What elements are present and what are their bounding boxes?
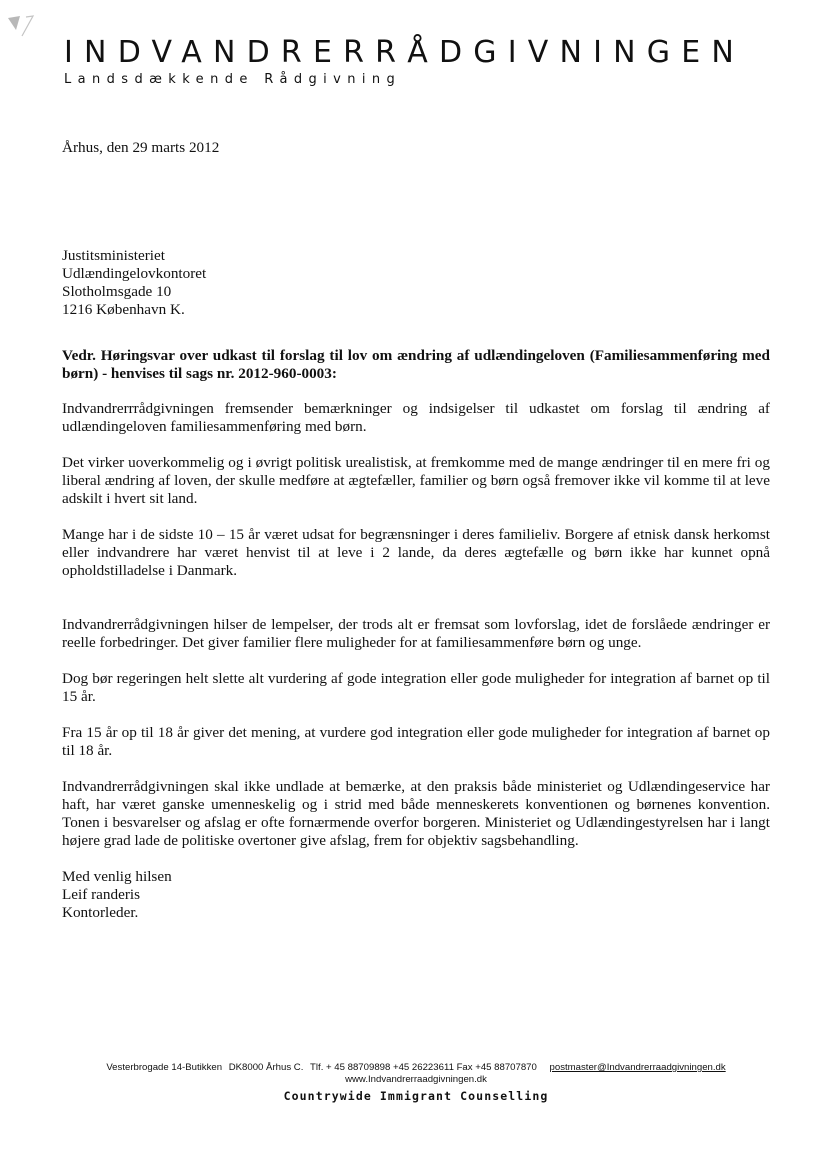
signature-closing: Med venlig hilsen	[62, 868, 172, 885]
footer-address: Vesterbrogade 14-Butikken	[106, 1062, 223, 1073]
letter-subject: Vedr. Høringsvar over udkast til forslag til lov om ændring af udlændingeloven (Familiesammenføring med børn) - henvises til sags nr. 2012-960-0003:	[62, 347, 770, 382]
body-paragraph: Det virker uoverkommelig og i øvrigt politisk urealistisk, at fremkomme med de mange ændringer til en mere fri og liberal ændring af loven, der skulle medføre at ægtefæller, familier og børn også fremover ikke vil komme til at leve adskilt i hvert sit land.	[62, 454, 770, 507]
footer-email-link[interactable]: postmaster@Indvandrerraadgivningen.dk	[549, 1062, 726, 1073]
body-paragraph: Indvandrerrådgivningen skal ikke undlade at bemærke, at den praksis både ministeriet og Udlændingeservice har haft, har været ganske umenneskelig og i strid med både menneskerets konventionen og børnenes konvention. Tonen i besvarelser og afslag er ofte fornærmende overfor borgeren. Ministeriet og Udlændingestyrelsen har i langt højere grad lade de politiske overtoner give afslag, frem for objektiv sagsbehandling.	[62, 778, 770, 849]
organization-tagline: Landsdækkende Rådgivning	[64, 72, 402, 87]
recipient-address	[62, 247, 206, 319]
recipient-line: Slotholmsgade 10	[62, 283, 172, 300]
body-paragraph: Fra 15 år op til 18 år giver det mening, at vurdere god integration eller gode muligheder for integration af barnet op til 18 år.	[62, 724, 770, 759]
signature-title: Kontorleder.	[62, 904, 139, 921]
body-paragraph: Indvandrerrrådgivningen fremsender bemærkninger og indsigelser til udkastet om forslag til ændring af udlændingeloven familiesammenføring med børn.	[62, 400, 770, 435]
signature-block	[62, 868, 770, 922]
footer-tagline: Countrywide Immigrant Counselling	[283, 1089, 549, 1103]
letter-body	[62, 400, 770, 922]
footer-city: DK8000 Århus C.	[228, 1062, 304, 1073]
recipient-line: Justitsministeriet	[62, 247, 165, 264]
body-paragraph: Dog bør regeringen helt slette alt vurdering af gode integration eller gode muligheder for integration af barnet op til 15 år.	[62, 670, 770, 705]
letter-date: Århus, den 29 marts 2012	[62, 139, 220, 156]
letterhead	[64, 36, 745, 88]
footer-contact-line	[0, 1062, 832, 1074]
footer-phones: Tlf. + 45 88709898 +45 26223611 Fax +45 88707870	[310, 1062, 537, 1073]
body-paragraph: Indvandrerrådgivningen hilser de lempelser, der trods alt er fremsat som lovforslag, idet de forslåede ændringer er reelle forbedringer. Det giver familier flere muligheder for at familiesammenføre børn og unge.	[62, 616, 770, 651]
footer-website-link[interactable]: www.Indvandrerraadgivningen.dk	[345, 1074, 487, 1085]
letter-footer	[0, 1062, 832, 1104]
organization-name: INDVANDRERRÅDGIVNINGEN	[64, 35, 746, 70]
signature-name: Leif randeris	[62, 886, 141, 903]
recipient-line: 1216 København K.	[62, 301, 185, 318]
recipient-line: Udlændingelovkontoret	[62, 265, 207, 282]
body-paragraph: Mange har i de sidste 10 – 15 år været udsat for begrænsninger i deres familieliv. Borgere af etnisk dansk herkomst eller indvandrere har været henvist til at leve i 2 lande, da deres ægtefælle og børn ikke har kunnet opnå opholdstilladelse i Danmark.	[62, 526, 770, 579]
scan-corner-mark-icon	[6, 14, 36, 38]
